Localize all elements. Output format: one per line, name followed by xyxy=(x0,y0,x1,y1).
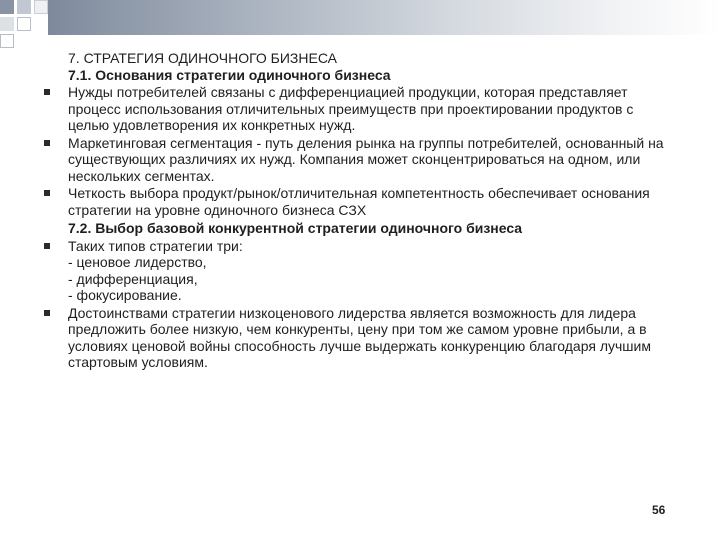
bullet-square-icon xyxy=(44,89,50,95)
bullet-item xyxy=(38,135,678,185)
bullet-square-icon xyxy=(44,140,50,146)
decor-square xyxy=(0,34,14,48)
slide-content xyxy=(38,50,678,371)
decor-square xyxy=(0,0,14,14)
decor-square xyxy=(17,17,31,31)
decor-square xyxy=(34,0,48,14)
header-gradient-bar xyxy=(48,0,720,35)
bullet-item xyxy=(38,84,678,134)
decor-square xyxy=(17,0,31,14)
bullet-square-icon xyxy=(44,310,50,316)
section-heading-7-1: 7.1. Основания стратегии одиночного бизнеса xyxy=(68,66,391,83)
bullet-item xyxy=(38,185,678,218)
page-number: 56 xyxy=(652,503,666,517)
strategy-type-item: - дифференциация, xyxy=(68,270,198,287)
bullet-text: Достоинствами стратегии низкоценового лидерства является возможность для лидера предложить более низкую, чем конкуренты, цену при том же самом уровне прибыли, а в условиях ценовой войны способность лучше выдержать конкуренцию благодаря лучшим стартовым условиям. xyxy=(68,304,651,370)
strategy-types-intro: Таких типов стратегии три: xyxy=(68,237,243,254)
decor-square xyxy=(0,17,14,31)
bullet-square-icon xyxy=(44,190,50,196)
section-heading-7-2: 7.2. Выбор базовой конкурентной стратегии одиночного бизнеса xyxy=(68,220,523,236)
bullet-item xyxy=(38,305,678,371)
bullet-square-icon xyxy=(44,243,50,249)
bullet-text: Маркетинговая сегментация - путь деления рынка на группы потребителей, основанный на существующих различиях их нужд. Компания может сконцентрироваться на одном, или нескольких сегментах. xyxy=(68,134,664,184)
bullet-text: Нужды потребителей связаны с дифференциацией продукции, которая представляет процесс использования отличительных преимуществ при проектировании продуктов с целью удовлетворения их конкретных нужд. xyxy=(68,84,634,133)
slide-title: 7. СТРАТЕГИЯ ОДИНОЧНОГО БИЗНЕСА xyxy=(68,50,337,66)
strategy-type-item: - ценовое лидерство, xyxy=(68,254,207,270)
strategy-type-item: - фокусирование. xyxy=(68,287,182,303)
bullet-item xyxy=(38,238,678,304)
header-decoration xyxy=(0,0,720,50)
bullet-text: Четкость выбора продукт/рынок/отличительная компетентность обеспечивает основания стратегии на уровне одиночного бизнеса СЗХ xyxy=(68,185,650,218)
